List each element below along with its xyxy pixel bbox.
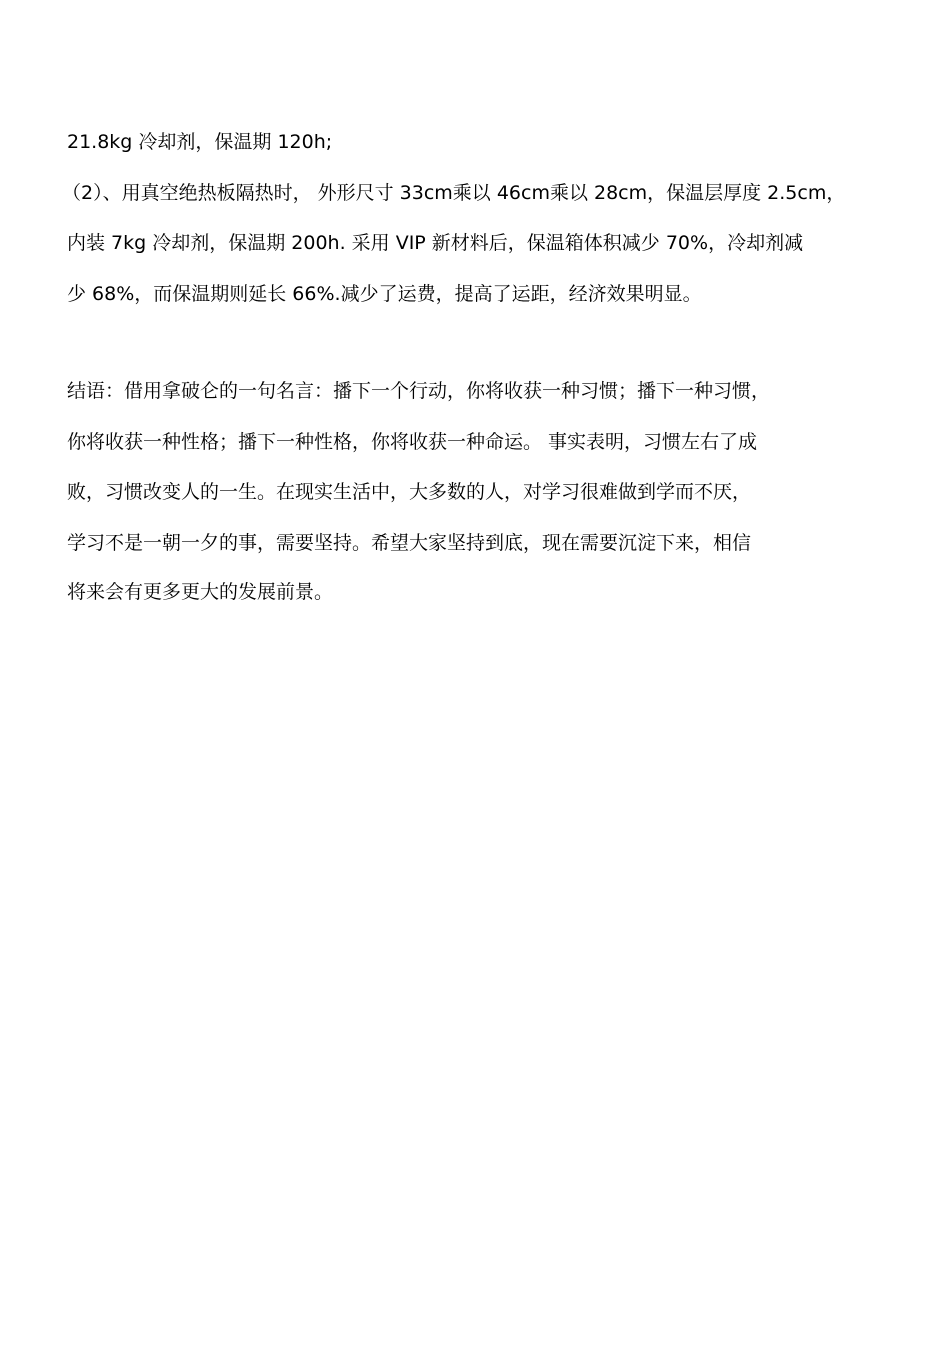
text-line: 将来会有更多更大的发展前景。 xyxy=(67,581,334,603)
text-line: （2）、用真空绝热板隔热时， 外形尺寸 33cm乘以 46cm乘以 28cm，保温层厚度 2.5cm， xyxy=(62,182,846,204)
text-line: 21.8kg 冷却剂，保温期 120h; xyxy=(67,131,333,153)
text-line: 你将收获一种性格；播下一种性格，你将收获一种命运。 事实表明，习惯左右了成 xyxy=(67,431,758,453)
text-line: 败，习惯改变人的一生。在现实生活中，大多数的人，对学习很难做到学而不厌， xyxy=(67,481,752,503)
text-line: 内装 7kg 冷却剂，保温期 200h. 采用 VIP 新材料后，保温箱体积减少 70%，冷却剂减 xyxy=(67,232,804,254)
text-line: 少 68%，而保温期则延长 66%.减少了运费，提高了运距，经济效果明显。 xyxy=(67,283,702,305)
text-line: 学习不是一朝一夕的事，需要坚持。希望大家坚持到底，现在需要沉淀下来，相信 xyxy=(67,532,752,554)
text-line: 结语：借用拿破仑的一句名言：播下一个行动，你将收获一种习惯；播下一种习惯， xyxy=(67,380,771,402)
